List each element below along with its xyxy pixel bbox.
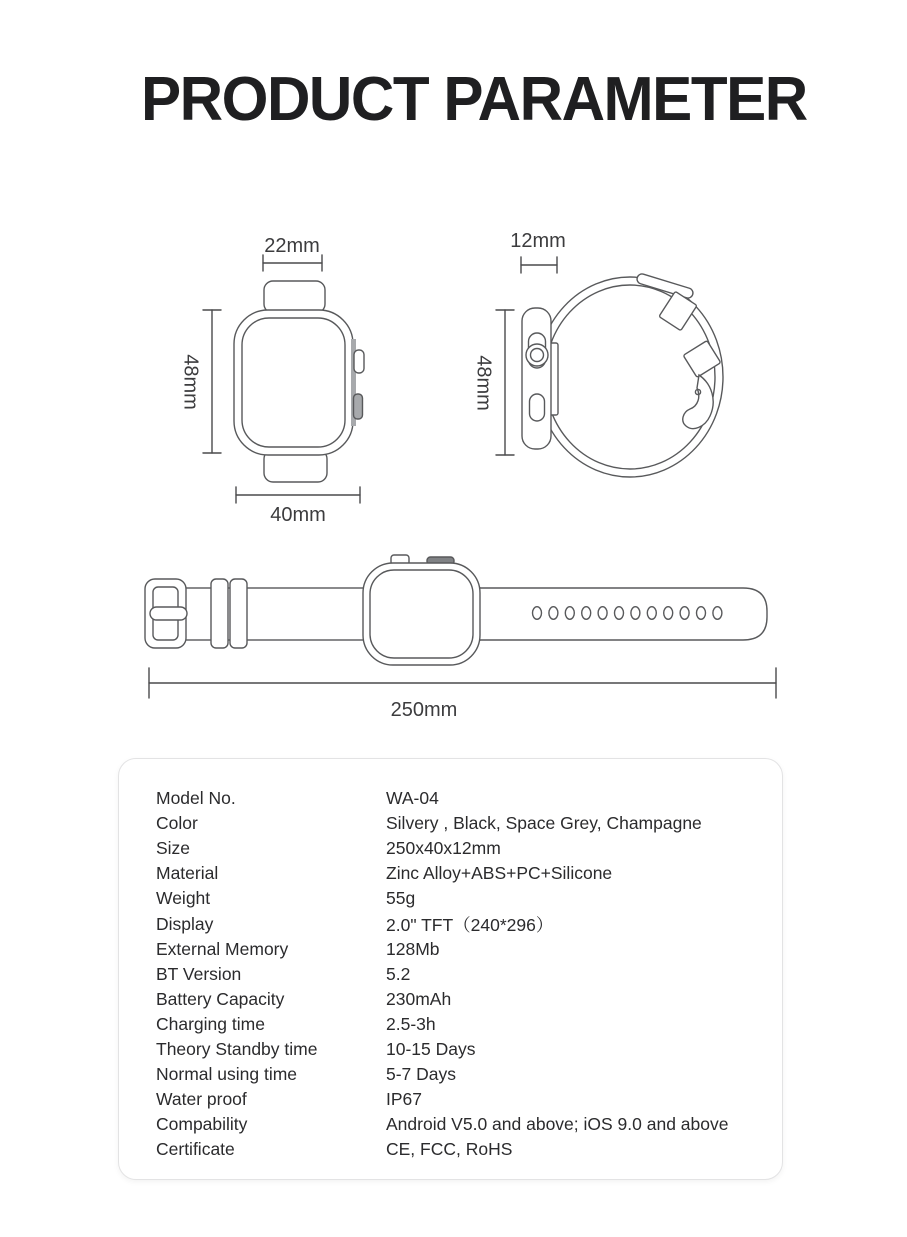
- dim-22mm-label: 22mm: [264, 235, 320, 257]
- spec-row-label: Size: [156, 838, 191, 859]
- flat-screen-outline: [370, 570, 473, 658]
- spec-row: [156, 962, 762, 987]
- spec-row: [156, 911, 762, 936]
- front-lower-button: [354, 394, 363, 419]
- flat-buckle-pin: [150, 607, 187, 620]
- side-crown-outer: [526, 344, 548, 366]
- side-case-outline: [522, 308, 551, 449]
- spec-row-label: Compability: [156, 1114, 248, 1135]
- spec-row: [156, 987, 762, 1012]
- spec-row-label: Model No.: [156, 788, 236, 809]
- dim-48mm-side-label: 48mm: [472, 355, 495, 411]
- spec-row-label: Water proof: [156, 1089, 247, 1110]
- spec-row: [156, 886, 762, 911]
- dim-12mm: [521, 257, 557, 273]
- spec-row-value: 250x40x12mm: [386, 838, 501, 859]
- spec-row-value: 2.0" TFT（240*296）: [386, 914, 554, 935]
- watch-side-view: [473, 230, 723, 477]
- spec-row: [156, 1137, 762, 1162]
- dim-40mm-label: 40mm: [270, 504, 326, 526]
- dim-12mm-label: 12mm: [510, 230, 566, 252]
- spec-row: [156, 1012, 762, 1037]
- spec-row: [156, 1087, 762, 1112]
- dim-48mm-side: [496, 310, 514, 455]
- spec-table-rows: [156, 786, 762, 1162]
- flat-keeper-1: [211, 579, 228, 648]
- spec-row-label: Color: [156, 813, 198, 834]
- spec-row-label: Weight: [156, 888, 211, 909]
- spec-row-label: Certificate: [156, 1139, 235, 1160]
- spec-row-value: Silvery , Black, Space Grey, Champagne: [386, 813, 702, 834]
- spec-row-value: 128Mb: [386, 938, 440, 959]
- spec-row: [156, 836, 762, 861]
- dim-48mm-front-label: 48mm: [179, 354, 202, 410]
- spec-row: [156, 861, 762, 886]
- spec-row-label: External Memory: [156, 938, 289, 959]
- spec-row: [156, 811, 762, 836]
- page-title: PRODUCT PARAMETER: [141, 65, 807, 134]
- dim-250mm-label: 250mm: [390, 699, 458, 721]
- flat-keeper-2: [230, 579, 247, 648]
- spec-row: [156, 1037, 762, 1062]
- spec-row-label: Theory Standby time: [156, 1038, 318, 1059]
- spec-row-value: CE, FCC, RoHS: [386, 1139, 513, 1160]
- spec-table: [118, 758, 783, 1180]
- spec-row-value: Android V5.0 and above; iOS 9.0 and above: [386, 1114, 729, 1135]
- side-buckle: [683, 375, 713, 429]
- spec-row-value: 2.5-3h: [386, 1013, 436, 1034]
- spec-row-value: 5-7 Days: [386, 1064, 457, 1085]
- spec-row-value: IP67: [386, 1089, 422, 1110]
- spec-row: [156, 1062, 762, 1087]
- spec-row-label: Charging time: [156, 1013, 265, 1034]
- front-screen-outline: [242, 318, 345, 447]
- front-top-strap: [264, 281, 325, 313]
- spec-row: [156, 937, 762, 962]
- side-lower-button: [530, 394, 545, 421]
- front-upper-button: [354, 350, 364, 373]
- spec-row: [156, 786, 762, 811]
- spec-row-label: Normal using time: [156, 1064, 298, 1085]
- spec-row-label: Display: [156, 913, 214, 934]
- dim-22mm: [263, 255, 322, 271]
- spec-row-value: Zinc Alloy+ABS+PC+Silicone: [386, 863, 613, 884]
- spec-row-value: 55g: [386, 888, 416, 909]
- dim-250mm: [149, 668, 776, 698]
- dim-40mm: [236, 487, 360, 503]
- spec-row-label: Material: [156, 863, 219, 884]
- spec-row-value: 230mAh: [386, 988, 452, 1009]
- watch-flat-view: [145, 555, 776, 721]
- spec-row-value: 10-15 Days: [386, 1038, 476, 1059]
- spec-row-label: Battery Capacity: [156, 988, 285, 1009]
- spec-row-value: 5.2: [386, 963, 411, 984]
- spec-row-label: BT Version: [156, 963, 242, 984]
- watch-front-view: [180, 235, 364, 526]
- dim-48mm-front: [203, 310, 221, 453]
- spec-row: [156, 1112, 762, 1137]
- spec-row-value: WA-04: [386, 788, 439, 809]
